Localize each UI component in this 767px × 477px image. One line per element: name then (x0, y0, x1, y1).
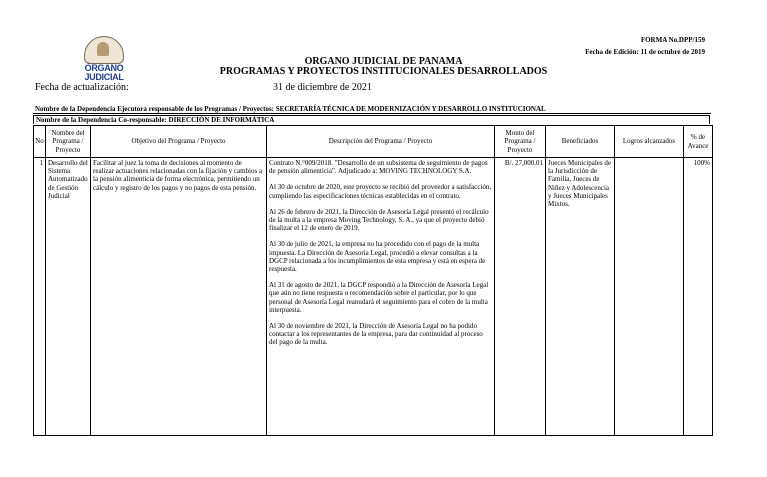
header-name: Nombre del Programa / Proyecto (46, 126, 91, 158)
cell-amount: B/. 27,000.01 (495, 158, 546, 436)
description-paragraph: Al 30 de noviembre de 2021, la Dirección de Asesoría Legal no ha podido contactar a los representantes de la empresa, para dar continuidad al proceso del pago de la multa. (269, 322, 483, 347)
description-paragraph: Al 30 de julio de 2021, la empresa no ha procedido con el pago de la multa impuesta. La Dirección de Asesoría Legal, procedió a elevar consultas a la DGCP relacionada a los incumplimientos de esta empresa y está en espera de respuesta. (269, 240, 486, 274)
update-label: Fecha de actualización: (35, 82, 129, 93)
description-paragraph: Al 30 de octubre de 2020, este proyecto se recibió del proveedor a satisfacción, cumpliendo las especificaciones técnicas establecidas en el contrato. (269, 183, 492, 200)
cell-description (267, 158, 495, 436)
description-paragraph: Al 26 de febrero de 2021, la Dirección de Asesoría Legal presentó el recálculo de la multa a la empresa Moving Technology, S. A., ya que el proyecto debió finalizar el 12 de enero de 2019. (269, 207, 489, 233)
header-achievements: Logros alcanzados (615, 126, 684, 158)
title-line2: PROGRAMAS Y PROYECTOS INSTITUCIONALES DESARROLLADOS (219, 66, 548, 77)
co-responsible-dependency: Nombre de la Dependencia Co-responsable: DIRECCIÓN DE INFORMÁTICA (33, 115, 710, 124)
divider (33, 113, 711, 114)
header-progress: % de Avance (684, 126, 713, 158)
cell-no: 1 (34, 158, 46, 436)
header-objective: Objetivo del Programa / Proyecto (91, 126, 267, 158)
description-paragraph: Al 31 de agosto de 2021, la DGCP respondió a la Dirección de Asesoría Legal que aún no tiene respuesta o recomendación sobre el particular, por lo que personal de Asesoría Legal reanudará el seguimiento para el cobro de la multa interpuesta. (269, 281, 489, 314)
update-value: 31 de diciembre de 2021 (273, 82, 372, 93)
cell-beneficiaries: Jueces Municipales de la Jurisdicción de Familia, Jueces de Niñez y Adolescencia y Jueces Municipales Mixtos. (546, 158, 615, 436)
form-code: FORMA No.DPP/159 (640, 36, 705, 44)
header-beneficiaries: Beneficiados (546, 126, 615, 158)
table-row (34, 158, 713, 436)
table-header-row (34, 126, 713, 158)
header-no: No (34, 126, 46, 158)
projects-table (33, 125, 713, 436)
logo-line2: JUDICIAL (84, 72, 124, 82)
cell-objective: Facilitar al juez la toma de decisiones al momento de realizar actuaciones relacionadas con la fijación y cambios a la pensión alimenticia de forma electrónica, permitiendo un cálculo y registro de los pagos y no pagos de esta pensión. (91, 158, 267, 436)
header-description: Descripción del Programa / Proyecto (267, 126, 495, 158)
title-line1: ORGANO JUDICIAL DE PANAMA (304, 56, 463, 67)
edition-date: Fecha de Edición: 11 de octubre de 2019 (585, 48, 705, 56)
cell-progress: 100% (684, 158, 713, 436)
description-paragraph: Contrato N.°009/2018. "Desarrollo de un subsistema de seguimiento de pagos de pensión alimenticia". Adjudicado a: MOVING TECHNOLOGY S.A. (269, 159, 488, 176)
cell-achievements (615, 158, 684, 436)
header-amount: Monto del Programa / Proyecto (495, 126, 546, 158)
document-title (0, 57, 767, 77)
cell-name: Desarrollo del Sistema Automatizado de Gestión Judicial (46, 158, 91, 436)
logo-line1: ÓRGANO (84, 63, 124, 73)
executing-dependency: Nombre de la Dependencia Ejecutora responsable de los Programas / Proyectos: SECRETARÍA TÉCNICA DE MODERNIZACIÓN Y DESARROLLO INSTITUCIONAL (35, 105, 546, 113)
